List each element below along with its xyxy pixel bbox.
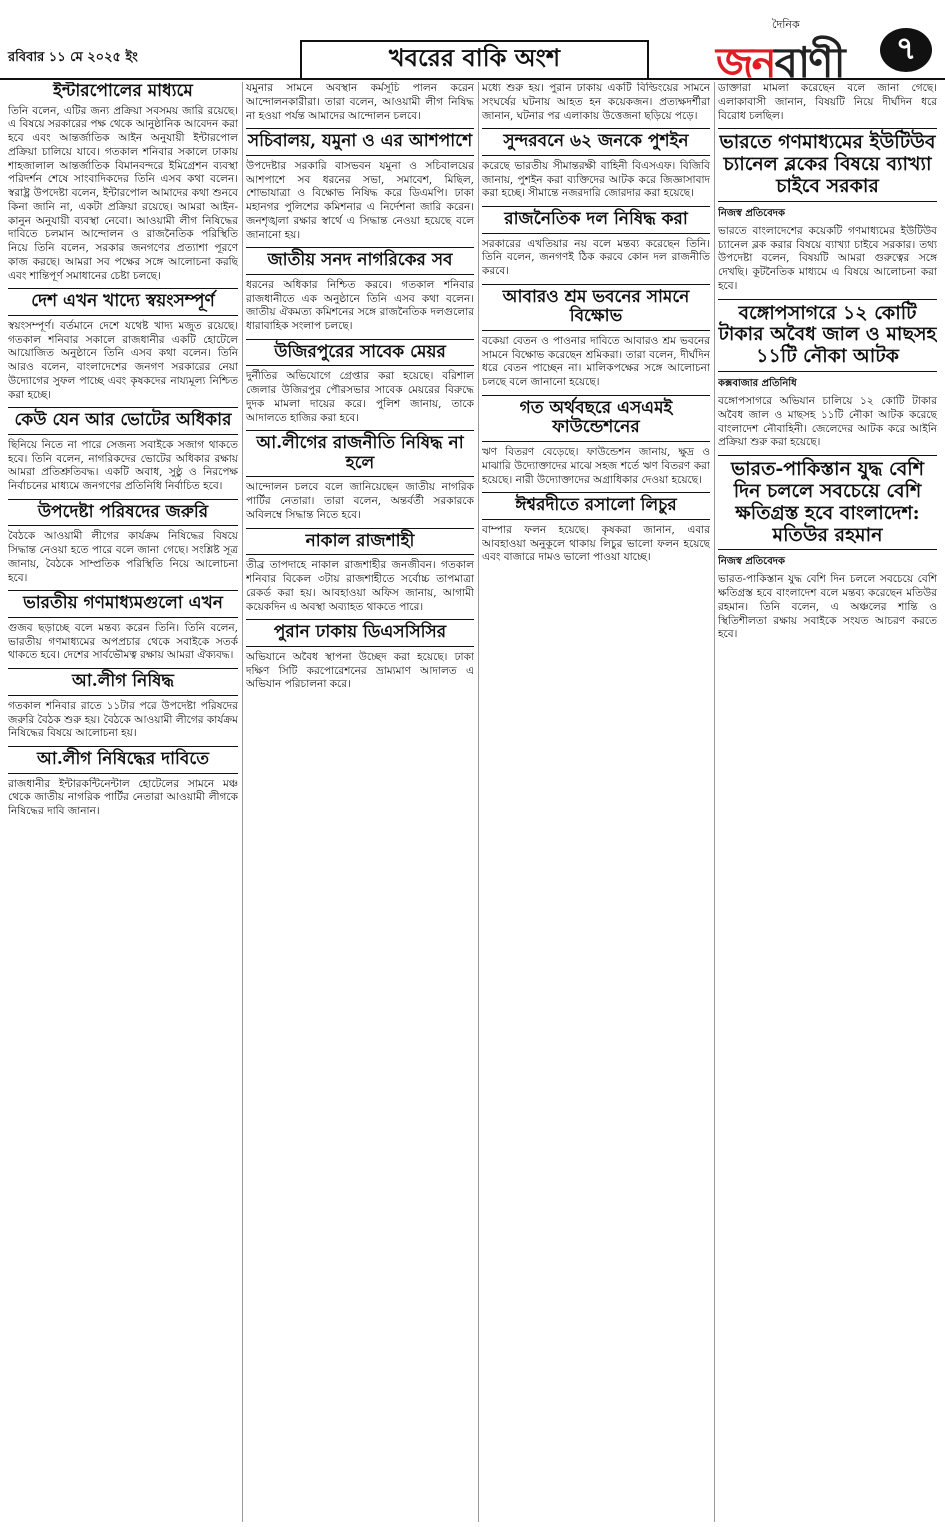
article <box>8 288 238 402</box>
column-divider <box>714 82 715 1522</box>
article-headline: ভারতে গণমাধ্যমের ইউটিউব চ্যানেল ব্লকের বিষয়ে ব্যাখ্যা চাইবে সরকার <box>718 128 937 202</box>
column-2 <box>246 82 474 1522</box>
article-headline: আ.লীগ নিষিদ্ধ <box>8 668 238 696</box>
page-number: ৭ <box>880 28 932 72</box>
section-banner: খবরের বাকি অংশ <box>300 40 649 80</box>
article <box>246 430 474 522</box>
article <box>8 82 238 283</box>
article-body: আন্দোলন চলবে বলে জানিয়েছেন জাতীয় নাগরিক পার্টির নেতারা। তারা বলেন, অন্তর্বর্তী সরকারকে অবিলম্বে সিদ্ধান্ত নিতে হবে। <box>246 481 474 521</box>
column-4 <box>718 82 937 1522</box>
article <box>482 206 710 279</box>
article-headline: আবারও শ্রম ভবনের সামনে বিক্ষোভ <box>482 284 710 331</box>
article-headline: সুন্দরবনে ৬২ জনকে পুশইন <box>482 128 710 156</box>
article-body: তিনি বলেন, এটির জন্য প্রক্রিয়া সবসময় জারি রয়েছে। এ বিষয়ে সরকারের পক্ষ থেকে আনুষ্ঠানিক আবেদন করা হবে এবং আন্তর্জাতিক আইন অনুযায়ী ইন্টারপোল প্রক্রিয়া চালিয়ে যাবে। গতকাল শনিবার সকালে ঢাকায় শাহজালাল আন্তর্জাতিক বিমানবন্দরে ইমিগ্রেশন ব্যবস্থা পরিদর্শন শেষে সাংবাদিকদের তিনি এসব কথা বলেন। স্বরাষ্ট্র উপদেষ্টা বলেন, ইন্টারপোল আমাদের কথা শুনবে কিনা জানি না, একটা প্রক্রিয়া রয়েছে। আমরা আইন-কানুন অনুযায়ী ব্যবস্থা নেবো। আওয়ামী লীগ নিষিদ্ধের দাবিতে চলমান আন্দোলন ও রাজনৈতিক পরিস্থিতি নিয়ে তিনি বলেন, সরকার জনগণের প্রত্যাশা পূরণে কাজ করছে। আমরা সব পক্ষের সঙ্গে আলোচনা করছি এবং শান্তিপূর্ণ সমাধানের চেষ্টা চলছে। <box>8 104 238 282</box>
column-3 <box>482 82 710 1522</box>
article-body: বকেয়া বেতন ও পাওনার দাবিতে আবারও শ্রম ভবনের সামনে বিক্ষোভ করেছেন শ্রমিকরা। তারা বলেন, দীর্ঘদিন ধরে বেতন পাচ্ছেন না। মালিকপক্ষের সঙ্গে আলোচনা চলছে বলে জানানো হয়েছে। <box>482 334 710 389</box>
article-body: ভারতে বাংলাদেশের কয়েকটি গণমাধ্যমের ইউটিউব চ্যানেল ব্লক করার বিষয়ে ব্যাখ্যা চাইবে সরকার। তথ্য উপদেষ্টা বলেন, বিষয়টি আমরা গুরুত্বের সঙ্গে দেখছি। কূটনৈতিক মাধ্যমে এ বিষয়ে আলোচনা করা হবে। <box>718 224 937 292</box>
article-body: ছিনিয়ে নিতে না পারে সেজন্য সবাইকে সজাগ থাকতে হবে। তিনি বলেন, নাগরিকদের ভোটের অধিকার রক্ষায় আমরা প্রতিশ্রুতিবদ্ধ। একটি অবাধ, সুষ্ঠু ও নিরপেক্ষ নির্বাচনের মাধ্যমে জনগণের প্রতিনিধি নির্বাচিত হবে। <box>8 438 238 493</box>
article-headline: ঈশ্বরদীতে রসালো লিচুর <box>482 492 710 520</box>
article <box>482 395 710 487</box>
article-body: গুজব ছড়াচ্ছে বলে মন্তব্য করেন তিনি। তিনি বলেন, ভারতীয় গণমাধ্যমের অপপ্রচার থেকে সবাইকে সতর্ক থাকতে হবে। দেশের সার্বভৌমত্ব রক্ষায় আমরা ঐক্যবদ্ধ। <box>8 621 238 662</box>
article-body: বাম্পার ফলন হয়েছে। কৃষকরা জানান, এবার আবহাওয়া অনুকূলে থাকায় লিচুর ভালো ফলন হয়েছে এবং বাজারে দামও ভালো পাওয়া যাচ্ছে। <box>482 523 710 564</box>
article-body: যমুনার সামনে অবস্থান কর্মসূচি পালন করেন আন্দোলনকারীরা। তারা বলেন, আওয়ামী লীগ নিষিদ্ধ না হওয়া পর্যন্ত আমাদের আন্দোলন চলবে। <box>246 82 474 122</box>
article <box>246 247 474 334</box>
article-body: ভারত-পাকিস্তান যুদ্ধ বেশি দিন চললে সবচেয়ে বেশি ক্ষতিগ্রস্ত হবে বাংলাদেশ বলে মন্তব্য করেছেন মতিউর রহমান। তিনি বলেন, এ অঞ্চলের শান্তি ও স্থিতিশীলতা রক্ষায় সবাইকে সংযত আচরণ করতে হবে। <box>718 573 937 641</box>
article <box>482 82 710 123</box>
logo-part-a: জন <box>716 38 775 87</box>
article <box>8 590 238 663</box>
article-headline: বঙ্গোপসাগরে ১২ কোটি টাকার অবৈধ জাল ও মাছসহ ১১টি নৌকা আটক <box>718 299 937 373</box>
article-body: উপদেষ্টার সরকারি বাসভবন যমুনা ও সচিবালয়ের আশপাশে সব ধরনের সভা, সমাবেশ, মিছিল, শোভাযাত্রা ও বিক্ষোভ নিষিদ্ধ করে ডিএমপি। ঢাকা মহানগর পুলিশের কমিশনার এ নির্দেশনা জারি করেন। জনশৃঙ্খলা রক্ষার স্বার্থে এ সিদ্ধান্ত নেওয়া হয়েছে বলে জানানো হয়। <box>246 159 474 241</box>
article-body: স্বয়ংসম্পূর্ণ। বর্তমানে দেশে যথেষ্ট খাদ্য মজুত রয়েছে। গতকাল শনিবার সকালে রাজধানীর একটি হোটেলে আয়োজিত অনুষ্ঠানে তিনি এসব কথা বলেন। তিনি আরও বলেন, বাংলাদেশের জনগণ সরকারের নেয়া উদ্যোগের সুফল পাচ্ছে এবং কৃষকদের নায্যমূল্য নিশ্চিত করা হচ্ছে। <box>8 319 238 401</box>
article-headline: পুরান ঢাকায় ডিএসসিসির <box>246 619 474 647</box>
article-headline: গত অর্থবছরে এসএমই ফাউন্ডেশনের <box>482 395 710 442</box>
logo-prefix: দৈনিক <box>772 18 800 31</box>
article-headline: কেউ যেন আর ভোটের অধিকার <box>8 407 238 435</box>
article <box>8 746 238 819</box>
column-divider <box>478 82 479 1522</box>
article <box>246 82 474 123</box>
article <box>246 528 474 615</box>
article <box>718 299 937 451</box>
article <box>8 668 238 741</box>
article-headline: দেশ এখন খাদ্যে স্বয়ংসম্পূর্ণ <box>8 288 238 316</box>
article-body: দুর্নীতির অভিযোগে গ্রেপ্তার করা হয়েছে। বরিশাল জেলার উজিরপুর পৌরসভার সাবেক মেয়রের বিরুদ্ধে দুদক মামলা দায়ের করে। পুলিশ জানায়, তাকে আদালতে হাজির করা হবে। <box>246 370 474 424</box>
article-headline: নাকাল রাজশাহী <box>246 528 474 556</box>
column-1 <box>8 82 238 1522</box>
article <box>246 339 474 426</box>
article <box>246 619 474 692</box>
article-byline: নিজস্ব প্রতিবেদক <box>718 556 786 568</box>
article-body: মধ্যে শুরু হয়। পুরান ঢাকায় একটি বিল্ডিংয়ের সামনে সংঘর্ষের ঘটনায় আহত হন কয়েকজন। প্রত্যক্ষদর্শীরা জানান, ঘটনার পর এলাকায় উত্তেজনা ছড়িয়ে পড়ে। <box>482 82 710 122</box>
article-body: গতকাল শনিবার রাতে ১১টার পরে উপদেষ্টা পরিষদের জরুরি বৈঠক শুরু হয়। বৈঠকে আওয়ামী লীগের কার্যক্রম নিষিদ্ধের বিষয়ে আলোচনা হয়। <box>8 699 238 740</box>
article-body: সরকারের এখতিয়ার নয় বলে মন্তব্য করেছেন তিনি। তিনি বলেন, জনগণই ঠিক করবে কোন দল রাজনীতি করবে। <box>482 237 710 278</box>
issue-date: রবিবার ১১ মে ২০২৫ ইং <box>8 50 138 65</box>
article <box>482 128 710 201</box>
article <box>8 499 238 586</box>
article-body: তীব্র তাপদাহে নাকাল রাজশাহীর জনজীবন। গতকাল শনিবার বিকেল ৩টায় রাজশাহীতে সর্বোচ্চ তাপমাত্রা রেকর্ড করা হয়। আবহাওয়া অফিস জানায়, আগামী কয়েকদিন এ অবস্থা অব্যাহত থাকতে পারে। <box>246 559 474 613</box>
article-headline: সচিবালয়, যমুনা ও এর আশপাশে <box>246 128 474 156</box>
article-byline: কক্সবাজার প্রতিনিধি <box>718 378 797 390</box>
article <box>482 284 710 390</box>
article-body: বঙ্গোপসাগরে অভিযান চালিয়ে ১২ কোটি টাকার অবৈধ জাল ও মাছসহ ১১টি নৌকা আটক করেছে বাংলাদেশ নৌবাহিনী। জেলেদের আটক করে আইনি প্রক্রিয়া শুরু করা হয়েছে। <box>718 395 937 449</box>
article-headline: আ.লীগ নিষিদ্ধের দাবিতে <box>8 746 238 774</box>
article-headline: উপদেষ্টা পরিষদের জরুরি <box>8 499 238 527</box>
article-headline: ভারত-পাকিস্তান যুদ্ধ বেশি দিন চললে সবচেয়ে বেশি ক্ষতিগ্রস্ত হবে বাংলাদেশ: মতিউর রহমান <box>718 455 937 550</box>
article-body: ধরনের অধিকার নিশ্চিত করবে। গতকাল শনিবার রাজধানীতে এক অনুষ্ঠানে তিনি এসব কথা বলেন। জাতীয় ঐকমত্য কমিশনের সঙ্গে রাজনৈতিক দলগুলোর ধারাবাহিক সংলাপ চলছে। <box>246 278 474 333</box>
article-headline: জাতীয় সনদ নাগরিকের সব <box>246 247 474 275</box>
article-body: বৈঠকে আওয়ামী লীগের কার্যক্রম নিষিদ্ধের বিষয়ে সিদ্ধান্ত নেওয়া হতে পারে বলে জানা গেছে। সংশ্লিষ্ট সূত্র জানায়, বৈঠকে সাম্প্রতিক পরিস্থিতি নিয়ে আলোচনা হবে। <box>8 530 238 584</box>
article <box>482 492 710 565</box>
article <box>8 407 238 494</box>
article-body: রাজধানীর ইন্টারকন্টিনেন্টাল হোটেলের সামনে মঞ্চ থেকে জাতীয় নাগরিক পার্টির নেতারা আওয়ামী লীগকে নিষিদ্ধের দাবি জানান। <box>8 777 238 818</box>
article-headline: ভারতীয় গণমাধ্যমগুলো এখন <box>8 590 238 618</box>
article-body: অভিযানে অবৈধ স্থাপনা উচ্ছেদ করা হয়েছে। ঢাকা দক্ষিণ সিটি করপোরেশনের ভ্রাম্যমাণ আদালত এ অভিযান পরিচালনা করে। <box>246 650 474 691</box>
article-headline: ইন্টারপোলের মাধ্যমে <box>53 82 193 101</box>
article-byline: নিজস্ব প্রতিবেদক <box>718 207 786 219</box>
article-body: ঋণ বিতরণ বেড়েছে। ফাউন্ডেশন জানায়, ক্ষুদ্র ও মাঝারি উদ্যোক্তাদের মাঝে সহজ শর্তে ঋণ বিতরণ করা হয়েছে। নারী উদ্যোক্তাদের অগ্রাধিকার দেওয়া হয়েছে। <box>482 446 710 486</box>
column-divider <box>242 82 243 1522</box>
article <box>718 128 937 293</box>
article-body: করেছে ভারতীয় সীমান্তরক্ষী বাহিনী বিএসএফ। বিজিবি জানায়, পুশইন করা ব্যক্তিদের আটক করে জিজ্ঞাসাবাদ করা হচ্ছে। সীমান্তে নজরদারি জোরদার করা হয়েছে। <box>482 159 710 200</box>
article-headline: উজিরপুরের সাবেক মেয়র <box>246 339 474 367</box>
article-headline: রাজনৈতিক দল নিষিদ্ধ করা <box>482 206 710 234</box>
article-body: ডাক্তারা মামলা করেছেন বলে জানা গেছে। এলাকাবাসী জানান, বিষয়টি নিয়ে দীর্ঘদিন ধরে বিরোধ চলছিল। <box>718 82 937 122</box>
article <box>718 455 937 642</box>
article-headline: আ.লীগের রাজনীতি নিষিদ্ধ না হলে <box>246 430 474 477</box>
article <box>718 82 937 123</box>
logo-part-b: বাণী <box>774 38 844 87</box>
article <box>246 128 474 242</box>
masthead <box>0 0 945 87</box>
article-columns <box>8 82 937 1522</box>
